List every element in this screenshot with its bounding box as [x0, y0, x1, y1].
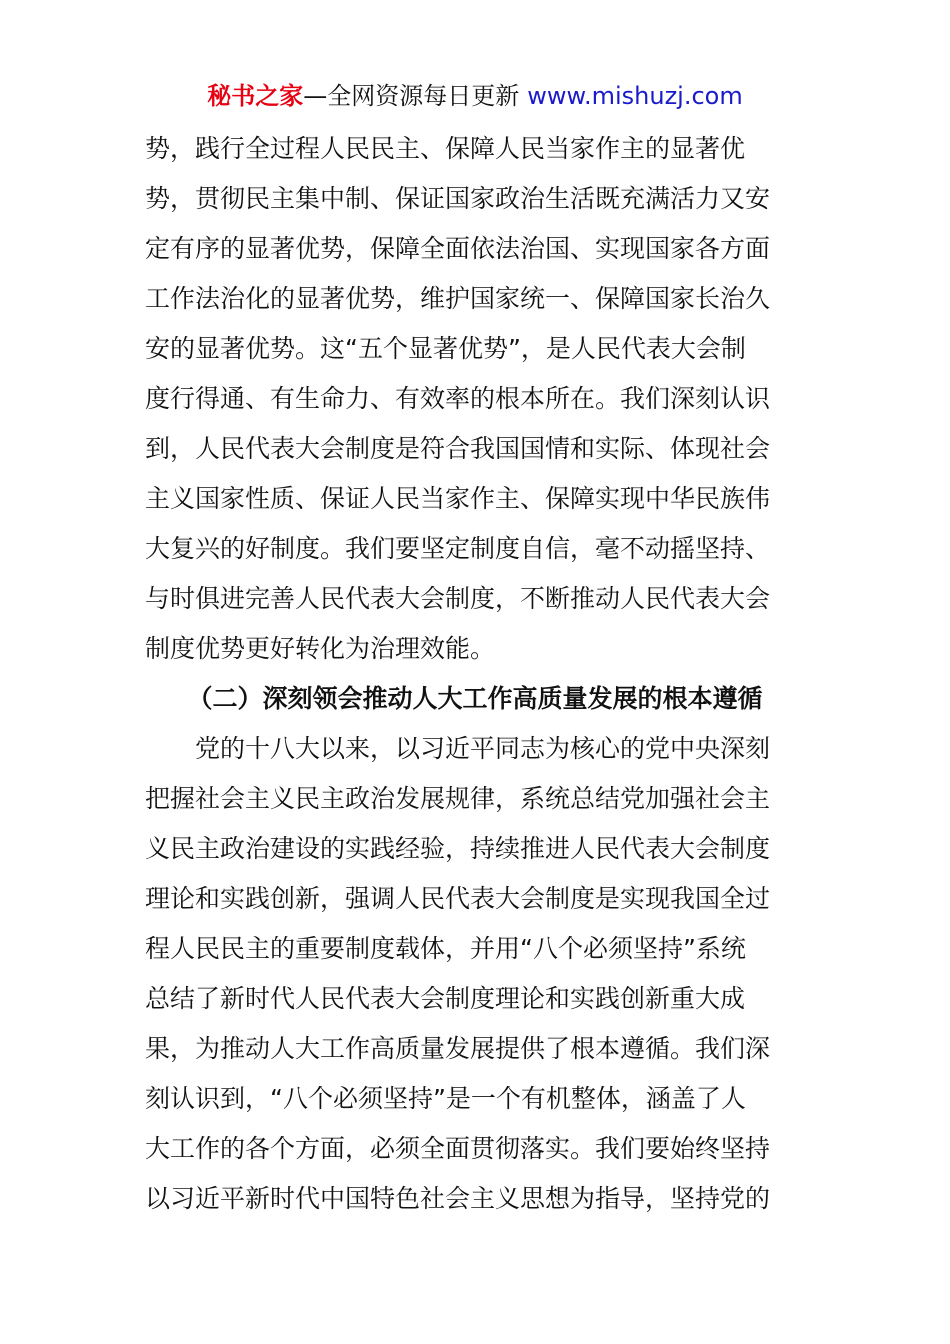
brand-name: 秘书之家 [207, 82, 304, 110]
section-heading: （二）深刻领会推动人大工作高质量发展的根本遵循 [187, 684, 763, 713]
text-line: 势，践行全过程人民民主、保障人民当家作主的显著优 [145, 134, 746, 163]
text-line: 以习近平新时代中国特色社会主义思想为指导，坚持党的 [145, 1184, 771, 1213]
text-line: 总结了新时代人民代表大会制度理论和实践创新重大成 [145, 984, 746, 1013]
document-body [145, 124, 810, 1224]
text-line: 与时俱进完善人民代表大会制度，不断推动人民代表大会 [145, 584, 771, 613]
text-line: 定有序的显著优势，保障全面依法治国、实现国家各方面 [145, 234, 771, 263]
text-line: 程人民民主的重要制度载体，并用“八个必须坚持”系统 [145, 934, 746, 963]
text-line: 到，人民代表大会制度是符合我国国情和实际、体现社会 [145, 434, 771, 463]
text-line: 势，贯彻民主集中制、保证国家政治生活既充满活力又安 [145, 184, 771, 213]
text-line: 主义国家性质、保证人民当家作主、保障实现中华民族伟 [145, 484, 771, 513]
text-line: 义民主政治建设的实践经验，持续推进人民代表大会制度 [145, 834, 771, 863]
text-line: 党的十八大以来，以习近平同志为核心的党中央深刻 [195, 734, 771, 763]
text-line: 大工作的各个方面，必须全面贯彻落实。我们要始终坚持 [145, 1134, 771, 1163]
header-tagline: —全网资源每日更新 [303, 82, 520, 110]
text-line: 制度优势更好转化为治理效能。 [145, 634, 496, 663]
text-line: 把握社会主义民主政治发展规律，系统总结党加强社会主 [145, 784, 771, 813]
text-line: 理论和实践创新，强调人民代表大会制度是实现我国全过 [145, 884, 771, 913]
text-line: 度行得通、有生命力、有效率的根本所在。我们深刻认识 [145, 384, 771, 413]
paragraph-eight-musts [145, 724, 810, 1224]
text-line: 工作法治化的显著优势，维护国家统一、保障国家长治久 [145, 284, 771, 313]
text-line: 大复兴的好制度。我们要坚定制度自信，毫不动摇坚持、 [145, 534, 771, 563]
site-url-link[interactable]: www.mishuzj.com [527, 82, 743, 110]
site-header [0, 80, 950, 112]
text-line: 果，为推动人大工作高质量发展提供了根本遵循。我们深 [145, 1034, 771, 1063]
text-line: 安的显著优势。这“五个显著优势”，是人民代表大会制 [145, 334, 746, 363]
paragraph-advantages [145, 124, 810, 674]
text-line: 刻认识到，“八个必须坚持”是一个有机整体，涵盖了人 [145, 1084, 746, 1113]
